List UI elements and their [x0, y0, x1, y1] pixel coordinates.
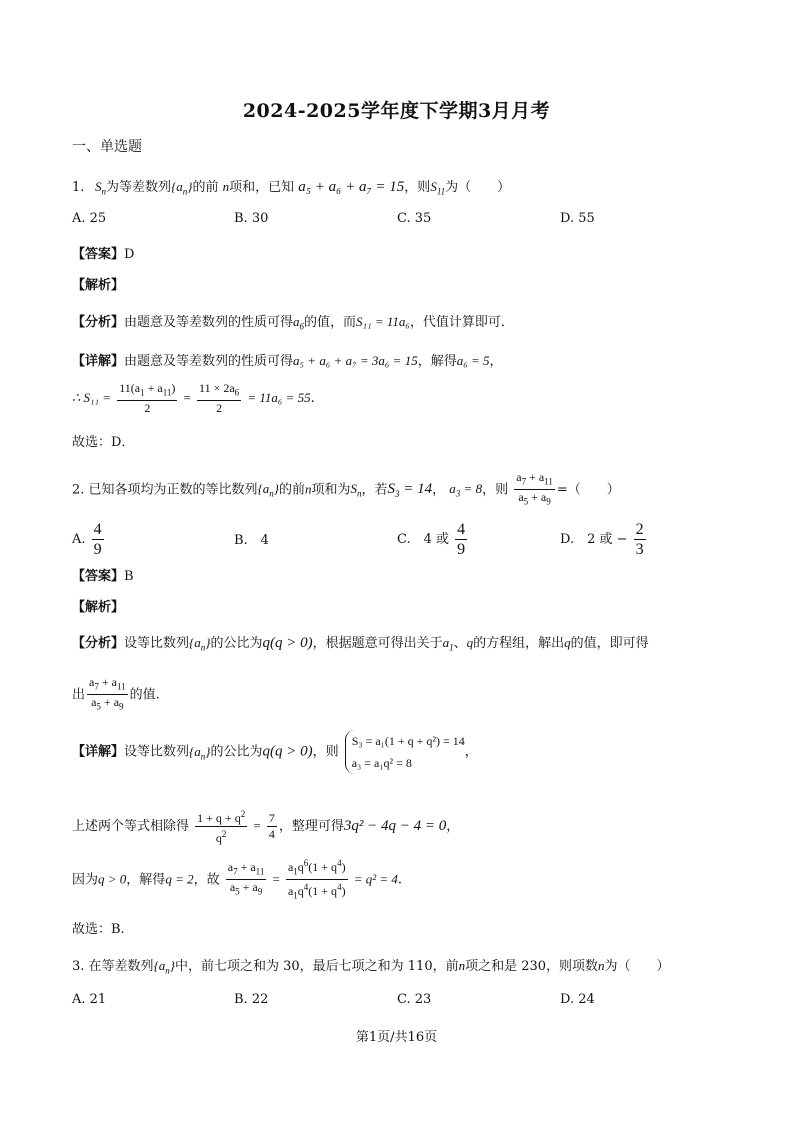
q3-option-a: A. 21 [72, 992, 107, 1007]
q1-option-c: C. 35 [397, 211, 432, 226]
page-title: 2024-2025学年度下学期3月月考 [242, 100, 551, 122]
q2-detail: 【详解】设等比数列$\{a_n\}$的公比为q(q > 0)，则 S₃ = a₁(1 + q + q²) = 14 a₃ = a₁q² = 8 ， [72, 730, 478, 774]
q1-conclusion: 故选：D． [72, 435, 135, 450]
q2-fenxi-cont: 出 $\frac{a_7 + a_{11}}{a_5 + a_9}$ 的值. [72, 675, 160, 712]
q1-an-set: $\{a_n\}$ [171, 179, 193, 197]
q1-analysis-label: 【解析】 [72, 278, 125, 293]
q3-option-d: D. 24 [560, 992, 595, 1007]
q2-step2: 因为q > 0，解得q = 2，故 $\frac{a_7 + a_{11}}{a_5 + a_9}$ = $\frac{a_1q^6(1 + q^4)}{a_1q^4(1 + q^4)}$ = q² = 4. [72, 858, 403, 901]
q1-frac-2: $\frac{11 \times 2a_6}{2}$ [199, 381, 240, 416]
q1-sn: $S_n$ [88, 179, 107, 197]
q2-equation-system: S₃ = a₁(1 + q + q²) = 14 a₃ = a₁q² = 8 [345, 730, 465, 774]
q2-stem: 2. 已知各项均为正数的等比数列$\{a_n\}$的前n项和为$S_n$，若$S_3 = 14$， $a_3 = 8$，则 $\frac{a_7 + a_{11}}{a_5 + a_9}$ =（ ） [72, 470, 620, 510]
q1-frac-1: $\frac{11(a_1 + a_{11})}{2}$ [119, 381, 176, 416]
page-footer: 第1页/共16页 [355, 1030, 438, 1045]
q1-calculation: ∴ S₁₁ = $\frac{11(a_1 + a_{11})}{2}$ = $\frac{11 \times 2a_6}{2}$ = 11a₆ = 55. [72, 381, 315, 416]
q1-detail: 【详解】由题意及等差数列的性质可得a₅ + a₆ + a₇ = 3a₆ = 15，解得a₆ = 5， [72, 353, 503, 369]
q3-stem: 3. 在等差数列$\{a_n\}$中，前七项之和为 30，最后七项之和为 110，前n项之和是 230，则项数n为（ ） [72, 958, 670, 976]
q1-answer: 【答案】D [72, 247, 135, 262]
q2-option-b: B. 4 [234, 533, 269, 548]
q2-conclusion: 故选：B. [72, 922, 125, 937]
q2-option-a: A. $\frac{4}{9}$ [72, 521, 102, 558]
q2-fenxi: 【分析】设等比数列$\{a_n\}$的公比为q(q > 0)，根据题意可得出关于$a_1$、q的方程组，解出q的值，即可得 [72, 635, 649, 653]
q1-stem: 1. $S_n$为等差数列$\{a_n\}$的前 n项和，已知 a₅ + a₆ + a₇ = 15，则$S_{11}$为（ ） [72, 179, 511, 197]
q1-given-expr: a₅ + a₆ + a₇ = 15 [298, 179, 405, 195]
q1-fenxi: 【分析】由题意及等差数列的性质可得$a_6$的值，而S₁₁ = 11a₆，代值计算即可． [72, 314, 514, 332]
section-heading: 一、单选题 [72, 139, 142, 155]
q3-option-c: C. 23 [397, 992, 432, 1007]
q2-step: 上述两个等式相除得 $\frac{1 + q + q^2}{q^2}$ = $\frac{7}{4}$ ，整理可得3q² − 4q − 4 = 0， [72, 809, 460, 845]
q1-number: 1. [72, 180, 85, 195]
q2-analysis-label: 【解析】 [72, 600, 125, 615]
q2-option-d: D. 2 或 − $\frac{2}{3}$ [560, 521, 644, 558]
q1-option-d: D. 55 [560, 211, 595, 226]
q2-option-c: C. 4 或 $\frac{4}{9}$ [397, 521, 466, 558]
q1-option-a: A. 25 [72, 211, 107, 226]
q3-option-b: B. 22 [234, 992, 269, 1007]
q2-stem-frac: $\frac{a_7 + a_{11}}{a_5 + a_9}$ [516, 470, 553, 507]
q1-option-b: B. 30 [234, 211, 269, 226]
q2-answer: 【答案】B [72, 569, 134, 584]
